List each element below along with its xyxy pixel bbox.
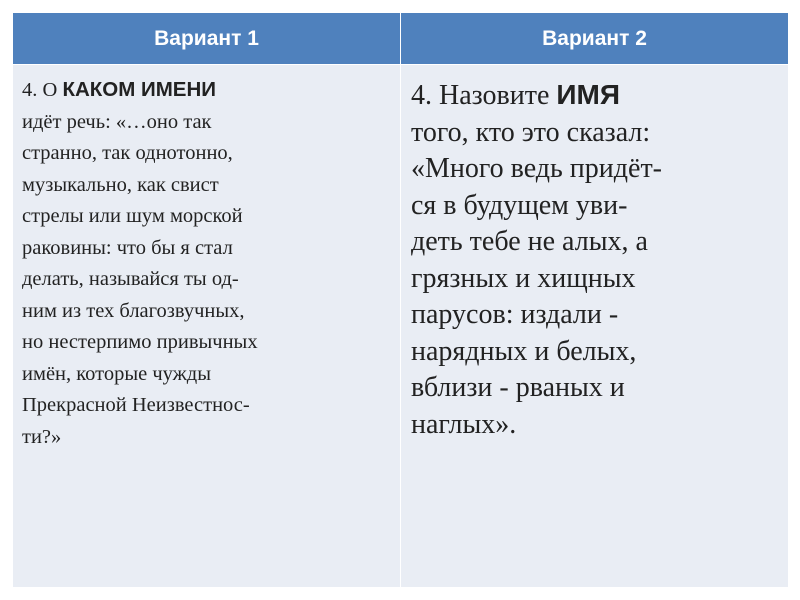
variant-1-line: ним из тех благозвучных, [22,299,245,322]
variant-2-line: ся в будущем уви- [411,189,628,221]
variant-1-line: но нестерпимо привычных [22,331,258,353]
variant-1-line: имён, которые чужды [22,362,212,385]
variant-2-line: наглых». [411,408,517,440]
variant-1-line: Прекрасной Неизвестнос- [22,394,250,416]
variant-2-line: того, кто это сказал: [411,116,651,148]
variant-1-line: странно, так однотонно, [22,142,233,164]
variant-1-prefix: 4. О [22,79,63,101]
variant-2-line: грязных и хищных [411,262,636,294]
variant-1-emphasis: КАКОМ ИМЕНИ [62,78,217,101]
variant-1-line: раковины: что бы я стал [22,236,233,259]
variant-1-line: делать, называйся ты од- [22,268,239,290]
variant-2-emphasis: ИМЯ [556,79,620,110]
variant-1-cell [13,65,401,588]
variant-1-line: музыкально, как свист [22,173,219,196]
variant-2-cell [401,65,789,588]
header-variant-1: Вариант 1 [13,13,401,65]
variant-2-prefix: 4. Назовите [411,80,557,111]
variant-1-first-line [22,74,390,107]
content-row [13,65,789,588]
variant-2-line: вблизи - рваных и [411,372,625,403]
header-variant-2: Вариант 2 [401,13,789,65]
header-row [13,13,789,65]
variant-2-first-line [411,77,778,115]
variant-2-line: нарядных и белых, [411,335,637,367]
comparison-table [12,12,789,588]
variant-1-line: ти?» [22,425,62,448]
variant-2-line: парусов: издали - [411,299,619,330]
variant-2-line: деть тебе не алых, а [411,226,648,257]
variant-1-line: стрелы или шум морской [22,205,243,227]
variant-1-line: идёт речь: «…оно так [22,110,212,133]
variants-table [12,12,789,588]
variant-2-line: «Много ведь придёт- [411,153,663,184]
